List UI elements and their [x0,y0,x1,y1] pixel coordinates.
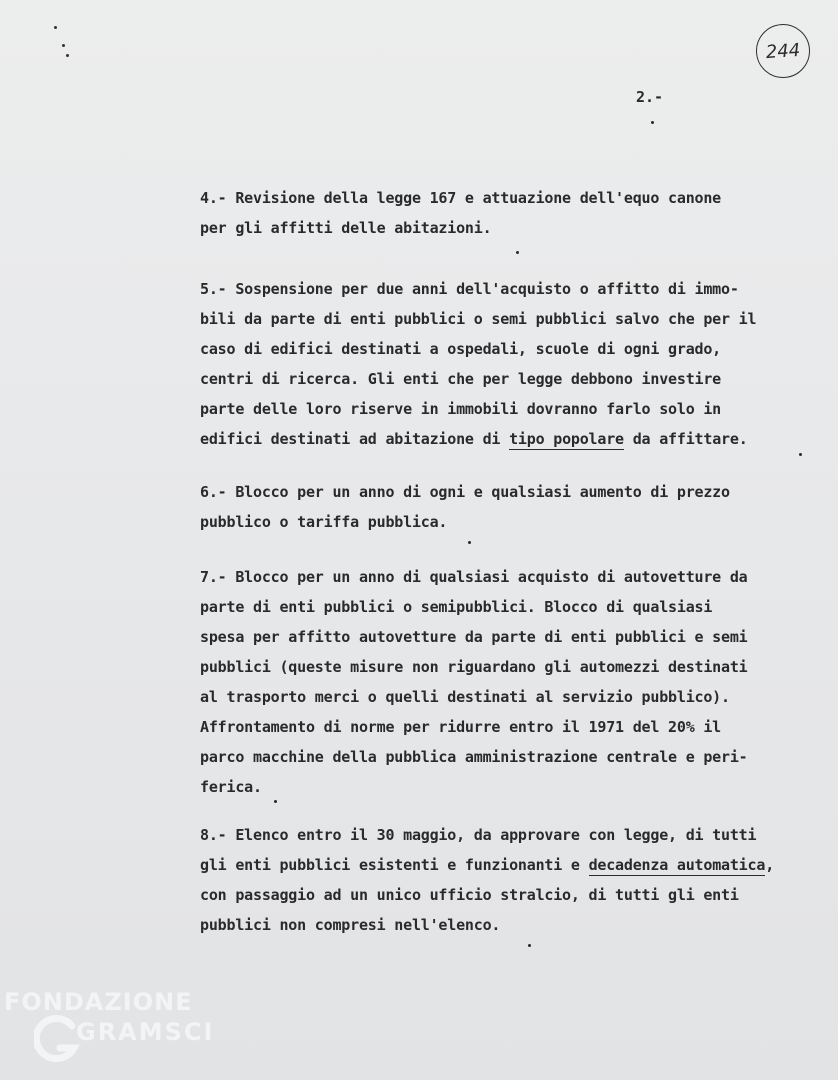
item-line: parte di enti pubblici o semipubblici. Blocco di qualsiasi [200,598,713,616]
item-line: 8.- Elenco entro il 30 maggio, da approvare con legge, di tutti [200,826,757,844]
line-text: edifici destinati ad abitazione di [200,430,510,448]
item-line: pubblico o tariffa pubblica. [200,513,448,531]
stray-dot [799,453,802,456]
line-text: da affittare. [623,430,748,448]
stray-dot [468,541,471,544]
watermark-line-1: FONDAZIONE [4,988,193,1016]
item-line: 4.- Revisione della legge 167 e attuazione dell'equo canone [200,189,722,207]
list-item-7 [200,562,820,802]
corner-marks [52,20,72,60]
item-line: al trasporto merci o quelli destinati al servizio pubblico). [200,688,730,706]
stray-dot [516,251,519,254]
archive-number-stamp: 244 [754,22,812,80]
list-item-8 [200,820,820,940]
item-line: 6.- Blocco per un anno di ogni e qualsiasi aumento di prezzo [200,483,730,501]
item-line: pubblici (queste misure non riguardano gli automezzi destinati [200,658,748,676]
item-line: per gli affitti delle abitazioni. [200,219,492,237]
watermark-line-2: GRAMSCI [76,1018,215,1046]
item-line: spesa per affitto autovetture da parte di enti pubblici e semi [200,628,748,646]
item-line: ferica. [200,778,262,796]
line-text: gli enti pubblici esistenti e funzionanti e [200,856,589,874]
stray-dot [274,800,277,803]
page-number: 2.- [636,88,664,106]
list-item-5 [200,274,820,454]
item-line: parco macchine della pubblica amministrazione centrale e peri- [200,748,748,766]
item-line-underlined [200,850,820,880]
item-line: centri di ricerca. Gli enti che per legge debbono investire [200,370,722,388]
line-text: , [765,856,775,874]
item-line: 5.- Sospensione per due anni dell'acquisto o affitto di immo- [200,280,739,298]
item-line-last [200,424,820,454]
fondazione-gramsci-watermark [4,988,214,1068]
stray-dot [528,944,531,947]
item-line: pubblici non compresi nell'elenco. [200,916,501,934]
stray-dot [651,121,654,124]
underlined-phrase: decadenza automatica [588,856,766,874]
item-line: caso di edifici destinati a ospedali, scuole di ogni grado, [200,340,722,358]
list-item-4 [200,183,820,243]
underlined-phrase: tipo popolare [509,430,624,448]
watermark-g-logo-icon [34,1014,80,1064]
item-line: Affrontamento di norme per ridurre entro il 1971 del 20% il [200,718,722,736]
item-line: parte delle loro riserve in immobili dovranno farlo solo in [200,400,722,418]
list-item-6 [200,477,820,537]
item-line: con passaggio ad un unico ufficio stralcio, di tutti gli enti [200,886,739,904]
item-line: bili da parte di enti pubblici o semi pubblici salvo che per il [200,310,757,328]
item-line: 7.- Blocco per un anno di qualsiasi acquisto di autovetture da [200,568,748,586]
